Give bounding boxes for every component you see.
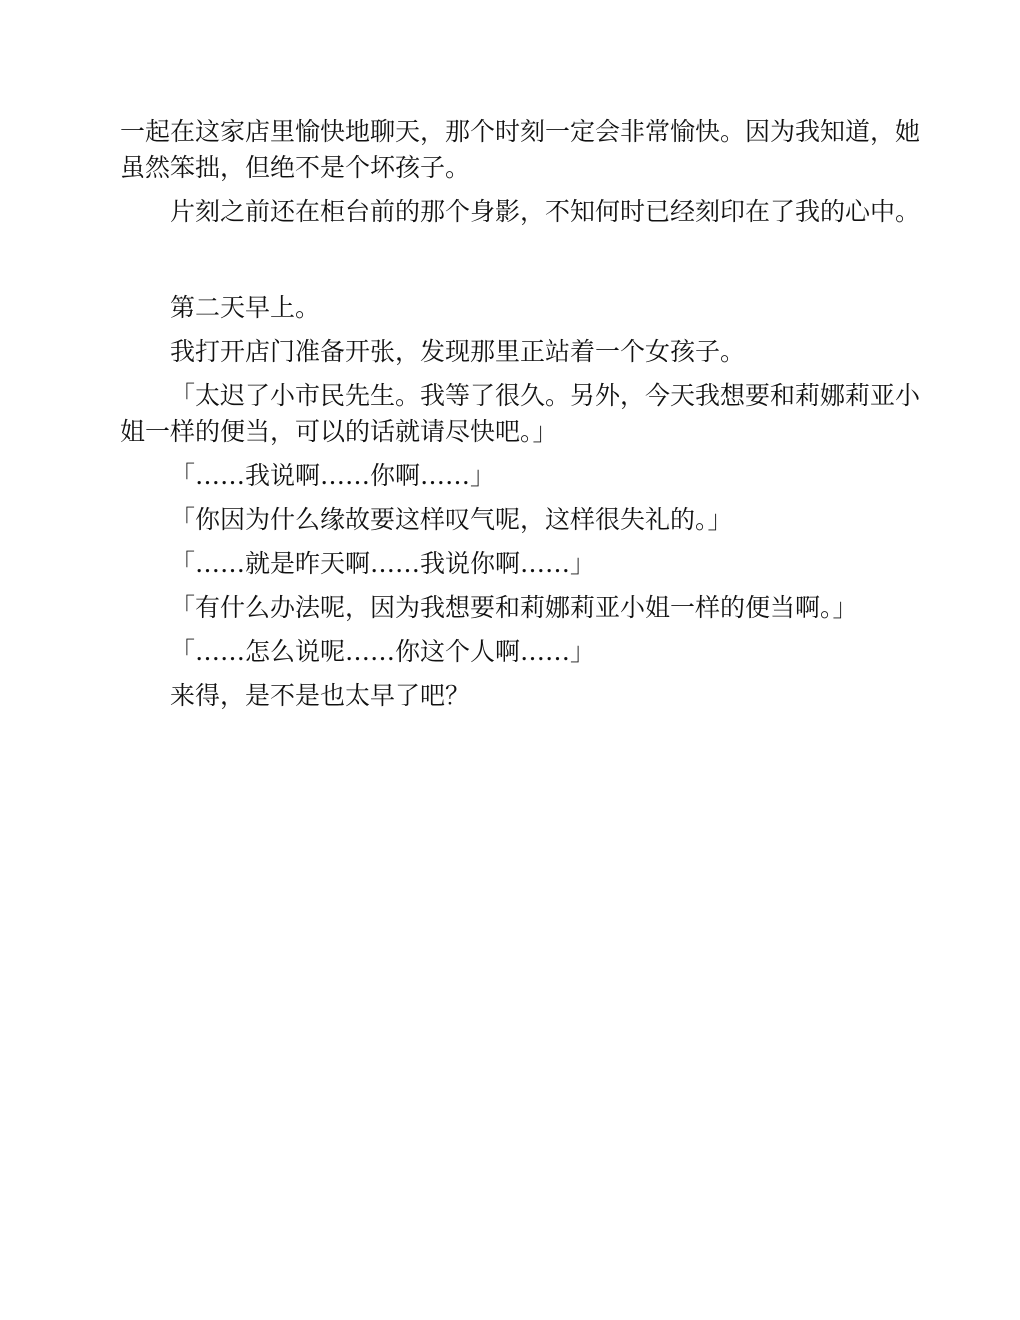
dialogue-paragraph: 「太迟了小市民先生。我等了很久。另外，今天我想要和莉娜莉亚小姐一样的便当，可以的话就请尽快吧。」 — [120, 381, 921, 446]
dialogue-paragraph: 「……我说啊……你啊……」 — [170, 461, 496, 490]
paragraph: 我打开店门准备开张，发现那里正站着一个女孩子。 — [170, 337, 746, 366]
dialogue-paragraph: 「有什么办法呢，因为我想要和莉娜莉亚小姐一样的便当啊。」 — [170, 593, 858, 622]
section-break — [120, 238, 920, 290]
paragraph: 第二天早上。 — [170, 293, 321, 322]
paragraph: 片刻之前还在柜台前的那个身影，不知何时已经刻印在了我的心中。 — [170, 197, 921, 226]
dialogue-paragraph: 「……就是昨天啊……我说你啊……」 — [170, 549, 596, 578]
dialogue-paragraph: 「你因为什么缘故要这样叹气呢，这样很失礼的。」 — [170, 505, 733, 534]
document-body — [120, 114, 920, 722]
paragraph: 来得，是不是也太早了吧？ — [170, 681, 471, 710]
paragraph-continuation: 一起在这家店里愉快地聊天，那个时刻一定会非常愉快。因为我知道，她虽然笨拙，但绝不是个坏孩子。 — [120, 117, 921, 182]
dialogue-paragraph: 「……怎么说呢……你这个人啊……」 — [170, 637, 596, 666]
